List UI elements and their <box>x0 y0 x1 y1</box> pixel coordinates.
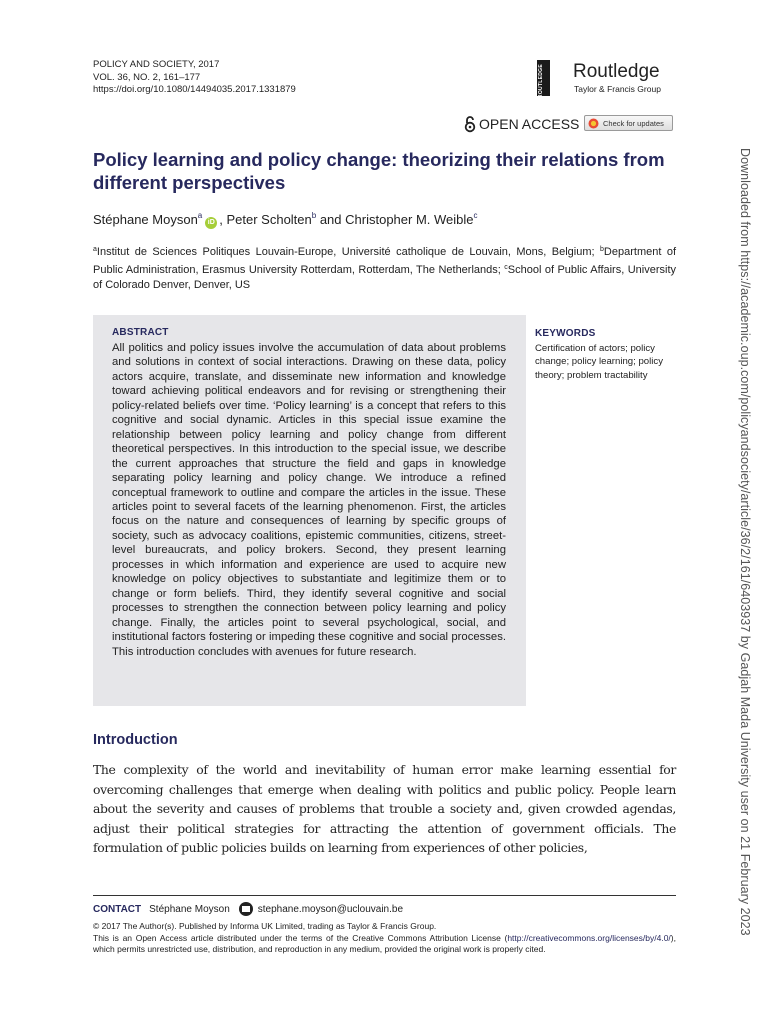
license-link[interactable]: http://creativecommons.org/licenses/by/4.0/ <box>507 933 671 943</box>
author-affil-marker: b <box>311 211 317 220</box>
journal-info <box>93 59 296 97</box>
abstract-text: All politics and policy issues involve the accumulation of data about problems and solutions in context of social interactions. Drawing on these data, policy actors acquire, translate, and disseminate new information and knowledge toward achieving political endeavors and for revising or strengthening their policy-related beliefs over time. ‘Policy learning’ is a concept that refers to this cognitive and social dynamic. Articles in this special issue examine the relationship between policy learning and policy change from different theoretical perspectives. In this introduction to the special issue, we describe the current approaches that structure the field and gaps in knowledge separating policy learning and policy change. We introduce a refined conceptual framework to outline and compare the articles in the issue. These articles point to several facets of the learning phenomenon. First, the articles focus on the nature and consequences of learning by specific groups of society, such as advocacy coalitions, epistemic communities, citizens, street-level bureaucrats, and policy brokers. Second, they present learning processes in which information and experience are used to acquire new knowledge on policy objectives to substantiate and legitimize them or to change or form beliefs. Third, they identify several cognitive and social processes to strengthen the connection between policy learning and policy change. Finally, the articles point to several psychological, social, and institutional factors fostering or impeding these cognitive and social processes. This introduction concludes with avenues for future research. <box>112 342 506 658</box>
check-for-updates-label: Check for updates <box>603 118 664 128</box>
journal-volume: VOL. 36, NO. 2, 161–177 <box>93 71 201 83</box>
keywords-heading: KEYWORDS <box>535 328 596 339</box>
abstract-box <box>93 315 526 706</box>
check-for-updates-button[interactable] <box>584 115 673 131</box>
license-notice: This is an Open Access article distributed under the terms of the Creative Commons Attribution License (http://creativecommons.org/licenses/by/4.0/), which permits unrestricted use, distribution, and reproduction in any medium, provided the original work is properly cited. <box>93 933 676 954</box>
contact-email-link[interactable]: stephane.moyson@uclouvain.be <box>257 903 404 915</box>
update-status-icon <box>588 118 599 129</box>
author-affil-marker: a <box>197 211 203 220</box>
orcid-icon[interactable]: iD <box>205 217 217 229</box>
article-title: Policy learning and policy change: theorizing their relations from different perspectives <box>93 149 665 193</box>
introduction-paragraph: The complexity of the world and inevitability of human error make learning essential for overcoming challenges that emerge when dealing with politics and public policy. People learn about the severity and causes of problems that trouble a society and, given crowded agendas, adjust their political strategies for attracting the attention of government officials. The formulation of public policies builds on learning from experiences of other policies, <box>93 762 676 856</box>
publisher-group: Taylor & Francis Group <box>574 84 661 94</box>
footer-divider <box>93 895 676 896</box>
affiliation-text: School of Public Affairs, University of Colorado Denver, Denver, US <box>93 264 677 291</box>
routledge-mark-icon: ROUTLEDGE <box>537 60 550 96</box>
open-access-badge <box>463 114 579 134</box>
affiliation-text: Department of Public Administration, Erasmus University Rotterdam, Rotterdam, The Netherlands; <box>93 246 677 276</box>
journal-name: POLICY AND SOCIETY, 2017 <box>93 59 220 70</box>
author-name[interactable]: Peter Scholten <box>226 212 312 227</box>
open-access-lock-icon <box>463 115 477 133</box>
author-list: Stéphane Moyson$^a$iD , Peter Scholten$^b$ and Christopher M. Weible$^c$ <box>93 211 478 227</box>
contact-label: CONTACT <box>93 903 142 915</box>
publisher-name: Routledge <box>573 61 660 82</box>
contact-name: Stéphane Moyson <box>149 903 230 915</box>
open-access-label: OPEN ACCESS <box>479 116 580 132</box>
download-watermark: Downloaded from https://academic.oup.com/policyandsociety/article/36/2/161/6403937 by Gadjah Mada University user on 21 February 2023 <box>738 148 752 936</box>
email-icon <box>239 902 253 916</box>
publisher-logo[interactable] <box>537 58 677 98</box>
author-affil-marker: c <box>473 211 478 220</box>
author-name[interactable]: Christopher M. Weible <box>345 212 474 227</box>
introduction-heading: Introduction <box>93 732 178 748</box>
copyright-notice: © 2017 The Author(s). Published by Informa UK Limited, trading as Taylor & Francis Group. <box>93 921 437 931</box>
abstract-heading: ABSTRACT <box>112 327 169 338</box>
contact-line <box>93 902 403 916</box>
affiliations: $^a$Institut de Sciences Politiques Louvain-Europe, Université catholique de Louvain, Mons, Belgium; $^b$Department of Public Administration, Erasmus University Rotterdam, Rotterdam, The Netherlands; $^c$School of Public Affairs, University of Colorado Denver, Denver, US <box>93 246 677 291</box>
author-name[interactable]: Stéphane Moyson <box>93 212 198 227</box>
keywords-list: Certification of actors; policy change; policy learning; policy theory; problem tractability <box>535 343 663 381</box>
affiliation-text: Institut de Sciences Politiques Louvain-Europe, Université catholique de Louvain, Mons, Belgium; <box>96 246 601 258</box>
journal-doi-link[interactable]: https://doi.org/10.1080/14494035.2017.1331879 <box>93 84 296 95</box>
